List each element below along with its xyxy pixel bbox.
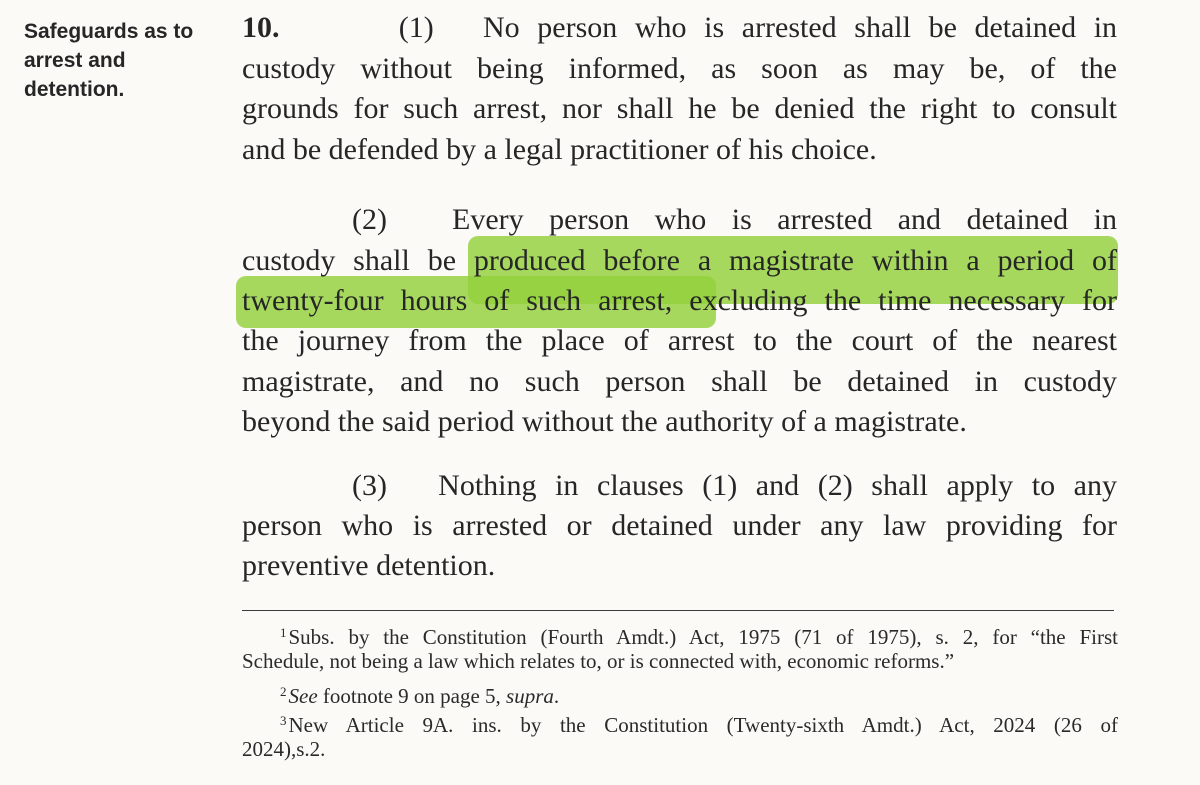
clause-text: Nothing in clauses (1) and (2) shall apply to any (438, 469, 1118, 502)
clause-2-line: the journey from the place of arrest to the court of the nearest (242, 324, 1117, 357)
footnote-1: $^1$Subs. by the Constitution (Fourth Amdt.) Act, 1975 (71 of 1975), s. 2, for “the First (280, 625, 1118, 649)
clause-3-line (352, 466, 1117, 506)
footnote-marker: 3 (280, 713, 287, 728)
section-number: 10. (242, 11, 280, 44)
footnote-2: $^2$See footnote 9 on page 5, supra. (280, 684, 560, 708)
footnote-3: $^3$New Article 9A. ins. by the Constitution (Twenty-sixth Amdt.) Act, 2024 (26 of (280, 713, 1118, 737)
footnote-divider (242, 610, 1114, 611)
footnote-marker: 1 (280, 625, 287, 640)
clause-2-line: custody shall be produced before a magistrate within a period of (242, 244, 1117, 277)
clause-1-line: grounds for such arrest, nor shall he be denied the right to consult (242, 92, 1117, 125)
clause-3-line: person who is arrested or detained under any law providing for (242, 509, 1117, 542)
clause-2-line: beyond the said period without the authority of a magistrate. (242, 405, 967, 438)
clause-1-line: and be defended by a legal practitioner of his choice. (242, 133, 877, 166)
margin-note: Safeguards as to arrest and detention. (24, 20, 194, 101)
clause-1-line (242, 8, 1117, 48)
clause-2-line: twenty-four hours of such arrest, excluding the time necessary for (242, 284, 1117, 317)
clause-2-line (352, 200, 1117, 240)
clause-3-line: preventive detention. (242, 549, 496, 582)
footnote-marker: 2 (280, 684, 287, 699)
footnote-1-continued: Schedule, not being a law which relates to, or is connected with, economic reforms.” (242, 649, 955, 673)
clause-number: (3) (352, 469, 387, 502)
clause-text: No person who is arrested shall be detained in (482, 11, 1118, 44)
clause-number: (2) (352, 203, 387, 236)
clause-1-line: custody without being informed, as soon as may be, of the (242, 52, 1117, 85)
clause-number: (1) (398, 11, 434, 44)
clause-text: Every person who is arrested and detained in (452, 203, 1118, 236)
clause-2-line: magistrate, and no such person shall be detained in custody (242, 365, 1117, 398)
footnote-3-continued: 2024),s.2. (242, 737, 326, 761)
